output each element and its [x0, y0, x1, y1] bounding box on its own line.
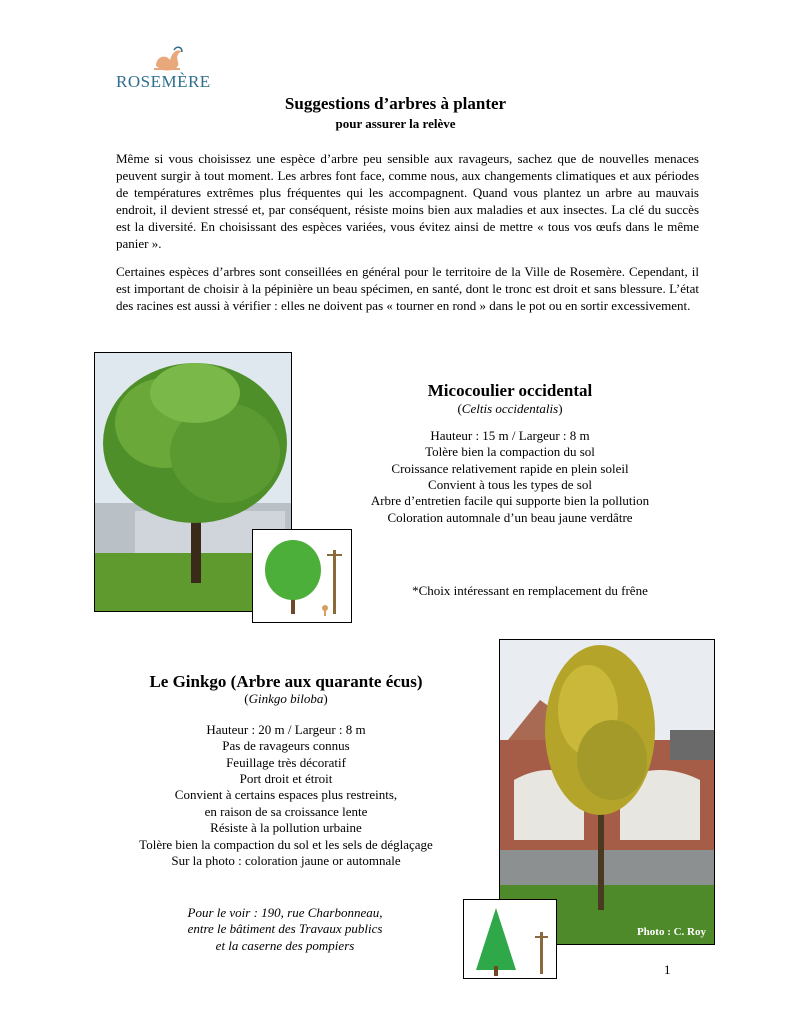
tree1-feature: Hauteur : 15 m / Largeur : 8 m — [430, 427, 590, 443]
tree2-feature: Résiste à la pollution urbaine — [210, 820, 362, 836]
logo-text: ROSEMÈRE — [116, 72, 211, 91]
tree2-name: Le Ginkgo (Arbre aux quarante écus) — [149, 672, 423, 691]
tree2-feature: Port droit et étroit — [239, 771, 333, 787]
tree1-feature: Arbre d’entretien facile qui supporte bien la pollution — [370, 493, 650, 509]
tree2-feature: Hauteur : 20 m / Largeur : 8 m — [206, 721, 366, 737]
intro-paragraph-2: Certaines espèces d’arbres sont conseillées en général pour le territoire de la Ville de Rosemère. Cependant, il est important de choisir à la pépinière un beau spécimen, en santé, dont le tronc est droit et sans blessure. L’état des racines est aussi à vérifier : elles ne doivent pas « tourner en rond » dans le pot ou en sortir excessivement. — [116, 264, 699, 313]
tree2-feature: Convient à certains espaces plus restreints, — [174, 787, 398, 803]
tree1-features — [340, 428, 680, 526]
rosemere-logo — [116, 44, 216, 94]
page-title: Suggestions d’arbres à planter — [284, 94, 507, 113]
tree1-feature: Coloration automnale d’un beau jaune verdâtre — [387, 509, 633, 525]
tree1-feature: Croissance relativement rapide en plein soleil — [391, 460, 629, 476]
micocoulier-silhouette — [252, 529, 352, 623]
tree2-features — [116, 722, 456, 870]
tree1-feature: Convient à tous les types de sol — [428, 477, 592, 493]
tree2-location-line: et la caserne des pompiers — [215, 937, 355, 953]
page-number: 1 — [664, 962, 671, 977]
tree1-note: *Choix intéressant en remplacement du frêne — [412, 583, 648, 598]
ginkgo-silhouette — [463, 899, 557, 979]
tree2-feature: en raison de sa croissance lente — [204, 803, 368, 819]
tree1-feature: Tolère bien la compaction du sol — [425, 444, 595, 460]
tree2-location-line: entre le bâtiment des Travaux publics — [187, 921, 383, 937]
tree1-latin: Celtis occidentalis — [461, 401, 559, 417]
tree1-name: Micocoulier occidental — [427, 381, 593, 400]
tree2-latin: Ginkgo biloba — [248, 691, 324, 707]
intro-paragraph-1: Même si vous choisissez une espèce d’arbre peu sensible aux ravageurs, sachez que de nouvelles menaces peuvent surgir à tout moment. Les arbres font face, comme nous, aux changements climatiques et aux périodes de températures extrêmes plus fréquentes qui les accompagnent. Quand vous plantez un arbre au mauvais endroit, il devient stressé et, par conséquent, résiste moins bien aux maladies et aux insectes. La clé du succès est la diversité. En choisissant des espèces variées, vous évitez ainsi de mettre « tous vos œufs dans le même panier ». — [116, 151, 699, 251]
tree2-feature: Sur la photo : coloration jaune or automnale — [171, 853, 401, 869]
photo-credit: Photo : C. Roy — [636, 926, 706, 938]
tree2-feature: Tolère bien la compaction du sol et les sels de déglaçage — [139, 836, 433, 852]
tree2-feature: Feuillage très décoratif — [226, 754, 346, 770]
tree2-feature: Pas de ravageurs connus — [222, 738, 350, 754]
tree2-location-line: Pour le voir : 190, rue Charbonneau, — [187, 905, 383, 920]
page-subtitle: pour assurer la relève — [335, 116, 456, 131]
swan-icon — [148, 44, 188, 74]
